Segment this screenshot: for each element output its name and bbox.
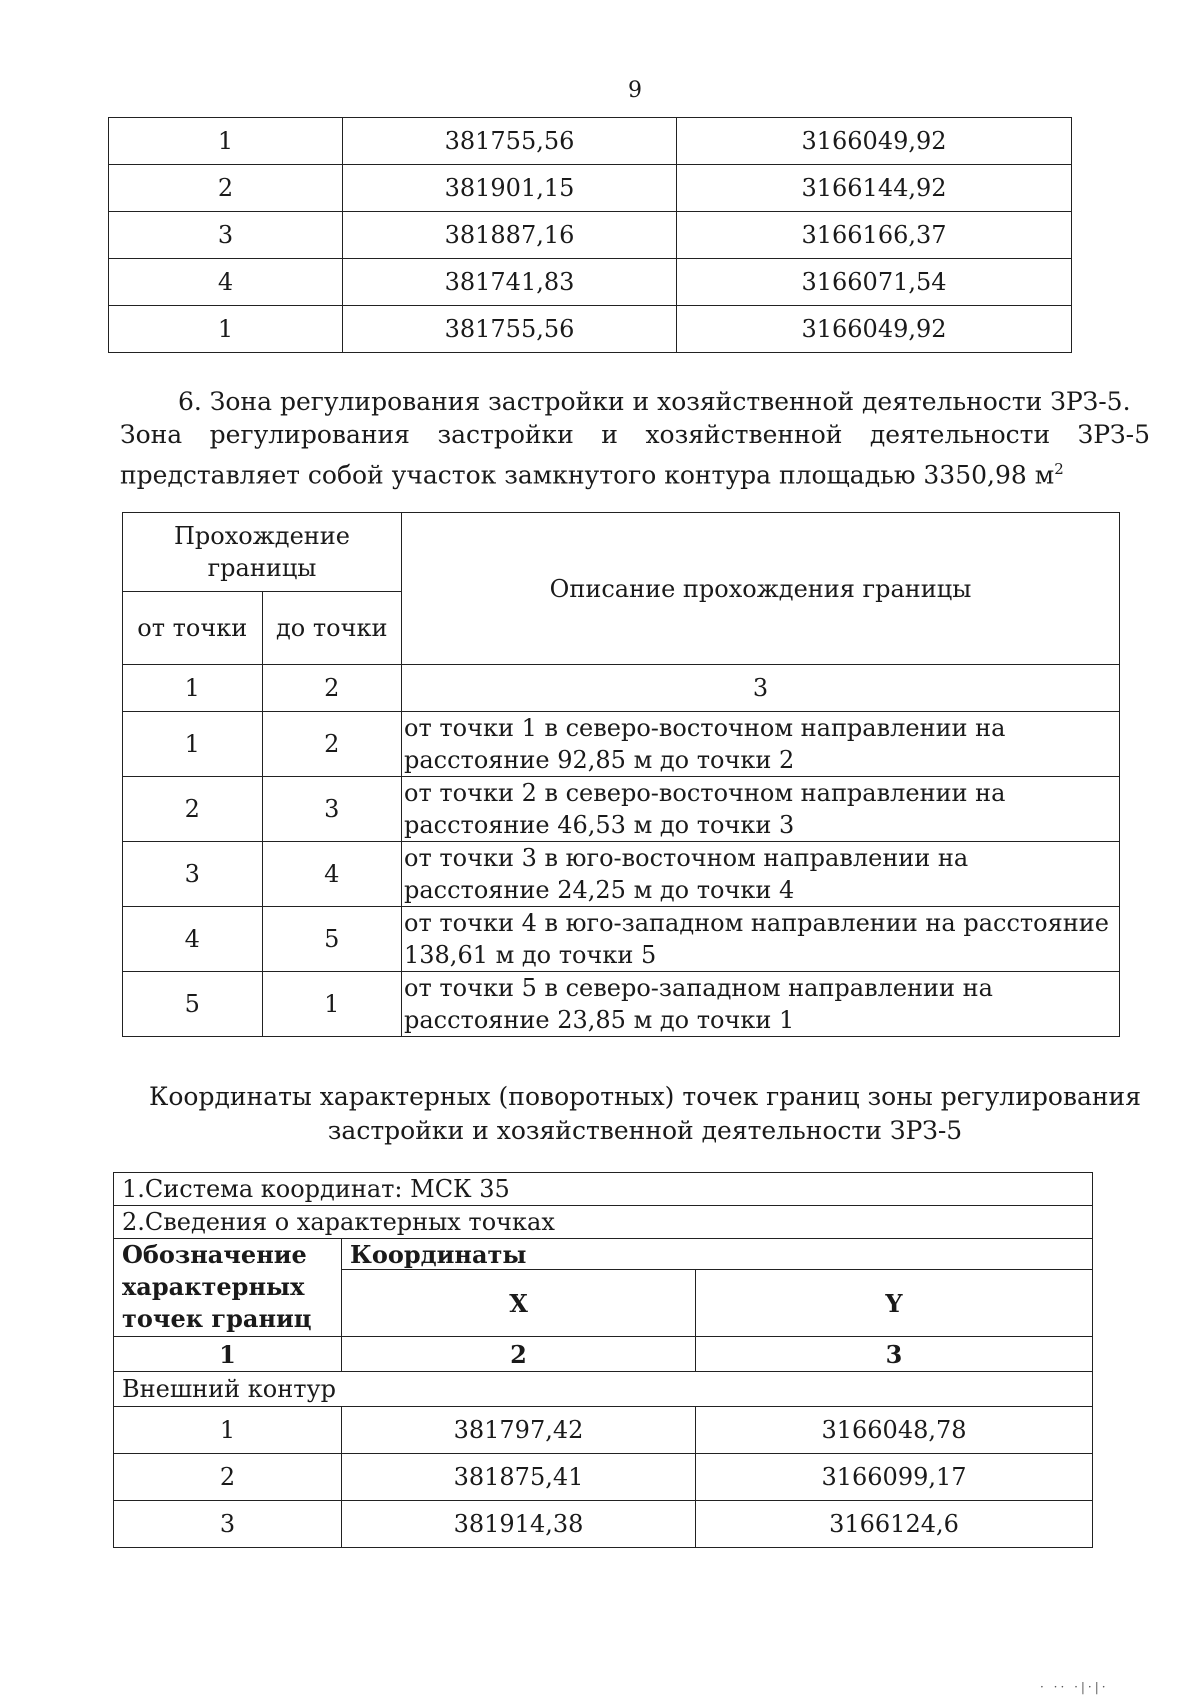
boundary-description: от точки 3 в юго-восточном направлении на расстояние 24,25 м до точки 4 <box>402 842 1120 907</box>
to-point: 3 <box>262 777 402 842</box>
coord-y: 3166049,92 <box>677 306 1072 353</box>
point-number: 3 <box>114 1501 342 1548</box>
table-row <box>109 306 1072 353</box>
point-number: 1 <box>109 306 343 353</box>
col-number: 3 <box>402 665 1120 712</box>
coord-x: 381914,38 <box>342 1501 696 1548</box>
coord-x: 381875,41 <box>342 1454 696 1501</box>
header-description: Описание прохождения границы <box>402 513 1120 665</box>
coord-y: 3166166,37 <box>677 212 1072 259</box>
scan-artifact: · ·· ·|·|· <box>1040 1680 1109 1694</box>
coordinates-heading-line: Координаты характерных (поворотных) точек границ зоны регулирования <box>149 1082 1141 1111</box>
table-row <box>114 1454 1093 1501</box>
coordinates-table-previous-zone <box>108 117 1072 353</box>
from-point: 1 <box>123 712 263 777</box>
coordinate-system: 1.Система координат: МСК 35 <box>114 1173 1093 1206</box>
table-row <box>109 259 1072 306</box>
from-point: 4 <box>123 907 263 972</box>
header-coordinates: Координаты <box>342 1239 1093 1270</box>
point-number: 1 <box>109 118 343 165</box>
point-number: 1 <box>114 1407 342 1454</box>
table-row <box>123 712 1120 777</box>
col-number: 2 <box>262 665 402 712</box>
table-row <box>123 907 1120 972</box>
to-point: 4 <box>262 842 402 907</box>
col-number: 1 <box>114 1337 342 1372</box>
section-description <box>120 418 1150 492</box>
from-point: 2 <box>123 777 263 842</box>
characteristic-points-table <box>113 1172 1093 1548</box>
table-row <box>109 165 1072 212</box>
header-designation: Обозначение характерных точек границ <box>114 1239 342 1337</box>
boundary-description: от точки 5 в северо-западном направлении на расстояние 23,85 м до точки 1 <box>402 972 1120 1037</box>
table-row <box>123 842 1120 907</box>
section-title: 6. Зона регулирования застройки и хозяйственной деятельности ЗРЗ-5. <box>178 387 1131 416</box>
point-number: 3 <box>109 212 343 259</box>
contour-label: Внешний контур <box>114 1372 1093 1407</box>
boundary-description: от точки 2 в северо-восточном направлении на расстояние 46,53 м до точки 3 <box>402 777 1120 842</box>
table-header-row <box>114 1239 1093 1270</box>
coord-y: 3166071,54 <box>677 259 1072 306</box>
col-number: 2 <box>342 1337 696 1372</box>
table-row <box>123 777 1120 842</box>
table-row <box>109 212 1072 259</box>
area-unit-superscript: 2 <box>1054 460 1064 478</box>
header-to: до точки <box>262 592 402 665</box>
coord-y: 3166099,17 <box>696 1454 1093 1501</box>
coordinates-heading <box>110 1080 1180 1148</box>
coordinates-heading-line: застройки и хозяйственной деятельности ЗРЗ-5 <box>327 1116 963 1145</box>
boundary-description-table <box>122 512 1120 1037</box>
coord-x: 381741,83 <box>343 259 677 306</box>
coord-x: 381901,15 <box>343 165 677 212</box>
point-number: 4 <box>109 259 343 306</box>
column-numbers-row <box>123 665 1120 712</box>
coord-x: 381797,42 <box>342 1407 696 1454</box>
table-row <box>114 1173 1093 1206</box>
points-info: 2.Сведения о характерных точках <box>114 1206 1093 1239</box>
table-row <box>123 972 1120 1037</box>
table-row <box>114 1407 1093 1454</box>
coord-x: 381755,56 <box>343 306 677 353</box>
coord-y: 3166048,78 <box>696 1407 1093 1454</box>
to-point: 2 <box>262 712 402 777</box>
section-description-text: Зона регулирования застройки и хозяйственной деятельности ЗРЗ-5 представляет собой участок замкнутого контура площадью 3350,98 м <box>120 420 1150 490</box>
col-number: 1 <box>123 665 263 712</box>
table-header-row <box>123 513 1120 592</box>
table-row <box>114 1206 1093 1239</box>
boundary-description: от точки 4 в юго-западном направлении на расстояние 138,61 м до точки 5 <box>402 907 1120 972</box>
table-row <box>109 118 1072 165</box>
header-from: от точки <box>123 592 263 665</box>
header-y: Y <box>696 1270 1093 1337</box>
point-number: 2 <box>114 1454 342 1501</box>
to-point: 5 <box>262 907 402 972</box>
table-row <box>114 1501 1093 1548</box>
coord-y: 3166124,6 <box>696 1501 1093 1548</box>
from-point: 5 <box>123 972 263 1037</box>
page-number: 9 <box>628 78 642 103</box>
point-number: 2 <box>109 165 343 212</box>
coord-x: 381887,16 <box>343 212 677 259</box>
coord-y: 3166049,92 <box>677 118 1072 165</box>
coord-x: 381755,56 <box>343 118 677 165</box>
header-passage: Прохождение границы <box>123 513 402 592</box>
to-point: 1 <box>262 972 402 1037</box>
from-point: 3 <box>123 842 263 907</box>
col-number: 3 <box>696 1337 1093 1372</box>
column-numbers-row <box>114 1337 1093 1372</box>
coord-y: 3166144,92 <box>677 165 1072 212</box>
table-row <box>114 1372 1093 1407</box>
boundary-description: от точки 1 в северо-восточном направлении на расстояние 92,85 м до точки 2 <box>402 712 1120 777</box>
header-x: X <box>342 1270 696 1337</box>
